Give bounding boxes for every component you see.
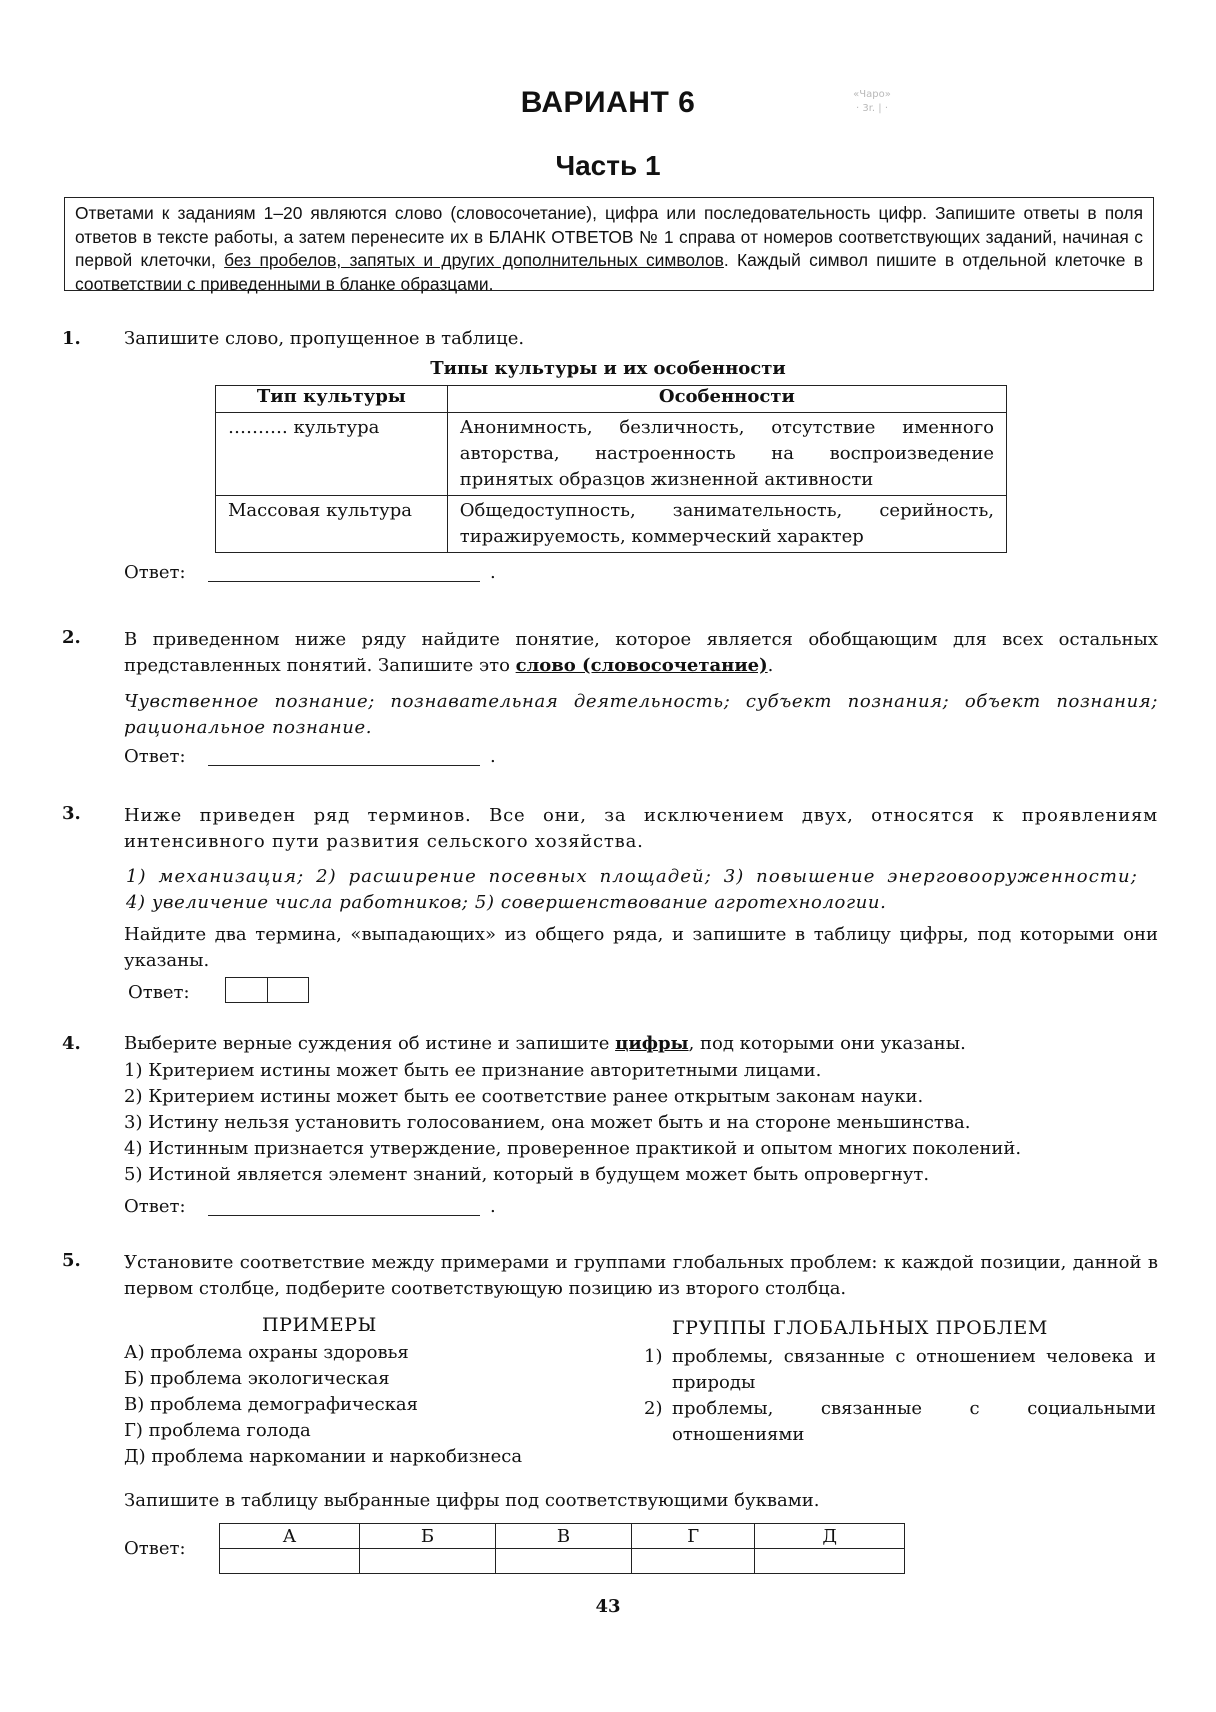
answers-row xyxy=(220,1549,905,1574)
item-number: 2) xyxy=(644,1398,663,1419)
letters-row xyxy=(220,1524,905,1549)
question-emphasis: слово (словосочетание) xyxy=(515,655,768,676)
column-header: Особенности xyxy=(447,386,1006,413)
question-text-part: . xyxy=(767,655,774,676)
list-item: Д) проблема наркомании и наркобизнеса xyxy=(124,1446,523,1467)
answer-table xyxy=(219,1523,905,1574)
question-number: 3. xyxy=(62,803,81,824)
terms-list: 4) увеличение числа работников; 5) совершенствование агротехнологии. xyxy=(126,892,887,913)
answer-cell[interactable] xyxy=(359,1549,495,1574)
question-instruction: Найдите два термина, «выпадающих» из общего ряда, и запишите в таблицу цифры, под которыми они указаны. xyxy=(124,924,1158,971)
column-header: Тип культуры xyxy=(216,386,448,413)
answer-field[interactable] xyxy=(208,765,480,766)
table-cell: Общедоступность, занимательность, серийность, тиражируемость, коммерческий характер xyxy=(447,496,1006,553)
option-item: 4) Истинным признается утверждение, проверенное практикой и опытом многих поколений. xyxy=(124,1138,1022,1159)
answer-cell[interactable] xyxy=(220,1549,360,1574)
answer-field[interactable] xyxy=(208,581,480,582)
answer-cell[interactable] xyxy=(755,1549,905,1574)
answer-label: Ответ: xyxy=(124,562,186,583)
letter-cell: Б xyxy=(359,1524,495,1549)
answer-dot: . xyxy=(490,746,496,767)
cell-divider xyxy=(267,978,268,1002)
option-item: 2) Критерием истины может быть ее соответствие ранее открытым законам науки. xyxy=(124,1086,924,1107)
item-text: проблемы, связанные с социальными отношениями xyxy=(672,1398,1156,1445)
intro-text-end: . Каждый символ пишите в отдельной клеточке в соответствии с приведенными в бланке образцами. xyxy=(75,250,1143,294)
answer-dot: . xyxy=(490,1196,496,1217)
part-title: Часть 1 xyxy=(555,150,661,181)
intro-underlined: без пробелов, запятых и других дополнительных символов xyxy=(224,250,724,270)
answer-field[interactable] xyxy=(208,1215,480,1216)
table-cell: ………. культура xyxy=(216,413,448,496)
stamp-line: «Чаро» xyxy=(853,89,891,100)
terms-list: 1) механизация; 2) расширение посевных площадей; 3) повышение энерговооруженности; xyxy=(126,866,1138,887)
question-text-part: , под которыми они указаны. xyxy=(688,1033,966,1054)
question-text-part: Выберите верные суждения об истине и запишите xyxy=(124,1033,616,1054)
letter-cell: Г xyxy=(631,1524,755,1549)
question-emphasis: цифры xyxy=(615,1033,689,1054)
list-item: Г) проблема голода xyxy=(124,1420,311,1441)
list-item xyxy=(644,1396,1156,1448)
answer-cells[interactable] xyxy=(225,977,309,1003)
question-number: 5. xyxy=(62,1250,81,1271)
question-number: 2. xyxy=(62,627,81,648)
table-cell: Анонимность, безличность, отсутствие именного авторства, настроенность на воспроизведение принятых образцов жизненной активности xyxy=(447,413,1006,496)
question-text: Установите соответствие между примерами и группами глобальных проблем: к каждой позиции, данной в первом столбце, подберите соответствующую позицию из второго столбца. xyxy=(124,1252,1158,1299)
list-item: Б) проблема экологическая xyxy=(124,1368,390,1389)
variant-title: ВАРИАНТ 6 xyxy=(520,86,696,119)
groups-header: ГРУППЫ ГЛОБАЛЬНЫХ ПРОБЛЕМ xyxy=(672,1317,1048,1339)
question-text-part: В приведенном ниже ряду найдите понятие, которое является обобщающим для всех остальных представленных понятий. Запишите это xyxy=(124,629,1158,676)
table-row xyxy=(216,496,1007,553)
letter-cell: Д xyxy=(755,1524,905,1549)
answer-label: Ответ: xyxy=(124,1538,186,1559)
examples-list xyxy=(124,1340,522,1470)
option-item: 5) Истиной является элемент знаний, который в будущем может быть опровергнут. xyxy=(124,1164,930,1185)
list-item: А) проблема охраны здоровья xyxy=(124,1342,409,1363)
letter-cell: А xyxy=(220,1524,360,1549)
item-number: 1) xyxy=(644,1346,663,1367)
groups-list xyxy=(644,1344,1156,1448)
list-item: В) проблема демографическая xyxy=(124,1394,419,1415)
question-text: Запишите слово, пропущенное в таблице. xyxy=(124,328,525,349)
examples-header: ПРИМЕРЫ xyxy=(262,1314,377,1336)
question-instruction: Запишите в таблицу выбранные цифры под соответствующими буквами. xyxy=(124,1490,820,1511)
list-item xyxy=(644,1344,1156,1396)
option-item: 1) Критерием истины может быть ее признание авторитетными лицами. xyxy=(124,1060,822,1081)
option-item: 3) Истину нельзя установить голосованием, она может быть и на стороне меньшинства. xyxy=(124,1112,971,1133)
question-text xyxy=(124,627,1158,679)
page-number: 43 xyxy=(595,1596,621,1617)
table-cell: Массовая культура xyxy=(216,496,448,553)
concept-list: Чувственное познание; познавательная деятельность; субъект познания; объект познания; рациональное познание. xyxy=(124,691,1158,738)
culture-table xyxy=(215,385,1007,553)
answer-cell[interactable] xyxy=(495,1549,631,1574)
instructions-box xyxy=(64,197,1154,294)
answer-cell[interactable] xyxy=(631,1549,755,1574)
table-title: Типы культуры и их особенности xyxy=(430,358,786,379)
question-text xyxy=(124,1033,966,1054)
table-header-row xyxy=(216,386,1007,413)
table-row xyxy=(216,413,1007,496)
stamp-line: · 3r. | · xyxy=(856,103,888,114)
answer-label: Ответ: xyxy=(124,746,186,767)
question-number: 1. xyxy=(62,328,81,349)
answer-label: Ответ: xyxy=(128,982,190,1003)
intro-text: Ответами к заданиям 1–20 являются слово (словосочетание), цифра или последовательность цифр. Запишите ответы в поля ответов в тексте работы, а затем перенесите их в БЛАНК ОТВЕТОВ № 1 справа от номеров соответствующих заданий, начиная с первой клеточки, xyxy=(75,203,1143,270)
question-text: Ниже приведен ряд терминов. Все они, за исключением двух, относятся к проявлениям интенсивного пути развития сельского хозяйства. xyxy=(124,805,1158,852)
question-number: 4. xyxy=(62,1033,81,1054)
answer-dot: . xyxy=(490,562,496,583)
answer-label: Ответ: xyxy=(124,1196,186,1217)
item-text: проблемы, связанные с отношением человека и природы xyxy=(672,1346,1156,1393)
letter-cell: В xyxy=(495,1524,631,1549)
